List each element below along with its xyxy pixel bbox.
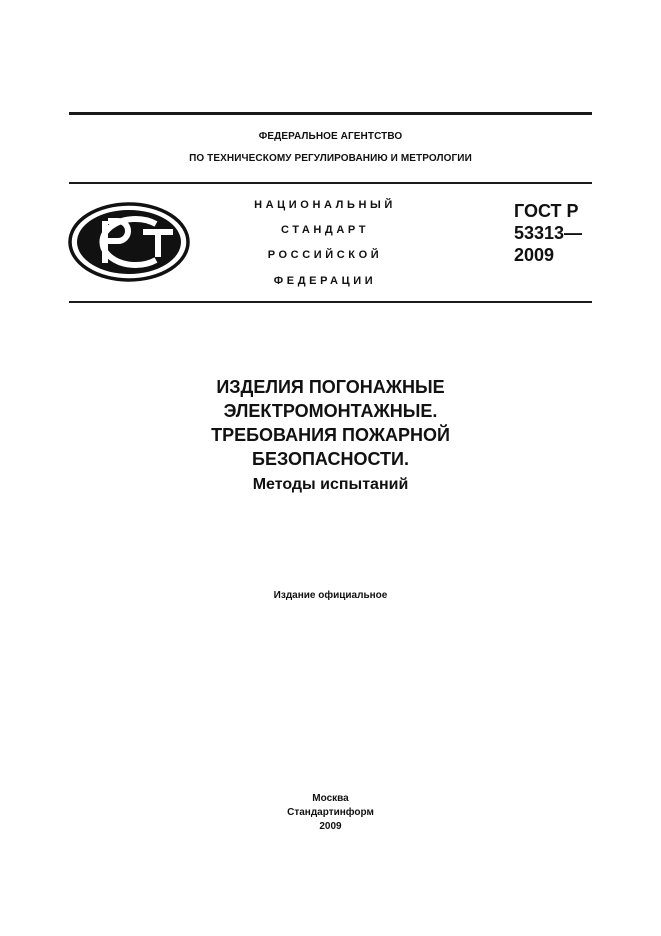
national-standard-line3: РОССИЙСКОЙ	[267, 249, 383, 261]
bottom-rule	[69, 301, 592, 303]
national-standard-line1: НАЦИОНАЛЬНЫЙ	[254, 199, 396, 211]
title-line3: ТРЕБОВАНИЯ ПОЖАРНОЙ	[211, 425, 450, 445]
agency-name-line2: ПО ТЕХНИЧЕСКОМУ РЕГУЛИРОВАНИЮ И МЕТРОЛОГИИ	[189, 153, 472, 164]
edition-label: Издание официальное	[273, 590, 388, 601]
top-rule	[69, 112, 592, 115]
middle-rule	[69, 182, 592, 184]
imprint-year: 2009	[319, 821, 342, 832]
imprint-city: Москва	[312, 793, 349, 804]
designation-line3: 2009	[514, 245, 555, 265]
agency-name-line1: ФЕДЕРАЛЬНОЕ АГЕНТСТВО	[258, 131, 403, 142]
title-line4: БЕЗОПАСНОСТИ.	[252, 449, 409, 469]
designation-line1: ГОСТ Р	[514, 201, 579, 221]
title-subtitle: Методы испытаний	[252, 476, 409, 493]
designation-line2: 53313—	[514, 223, 583, 243]
title-line1: ИЗДЕЛИЯ ПОГОНАЖНЫЕ	[216, 377, 445, 397]
rst-logo-icon	[68, 202, 190, 282]
imprint-publisher: Стандартинформ	[287, 807, 374, 818]
title-line2: ЭЛЕКТРОМОНТАЖНЫЕ.	[223, 401, 438, 421]
national-standard-line4: ФЕДЕРАЦИИ	[273, 275, 377, 287]
national-standard-line2: СТАНДАРТ	[280, 224, 370, 236]
